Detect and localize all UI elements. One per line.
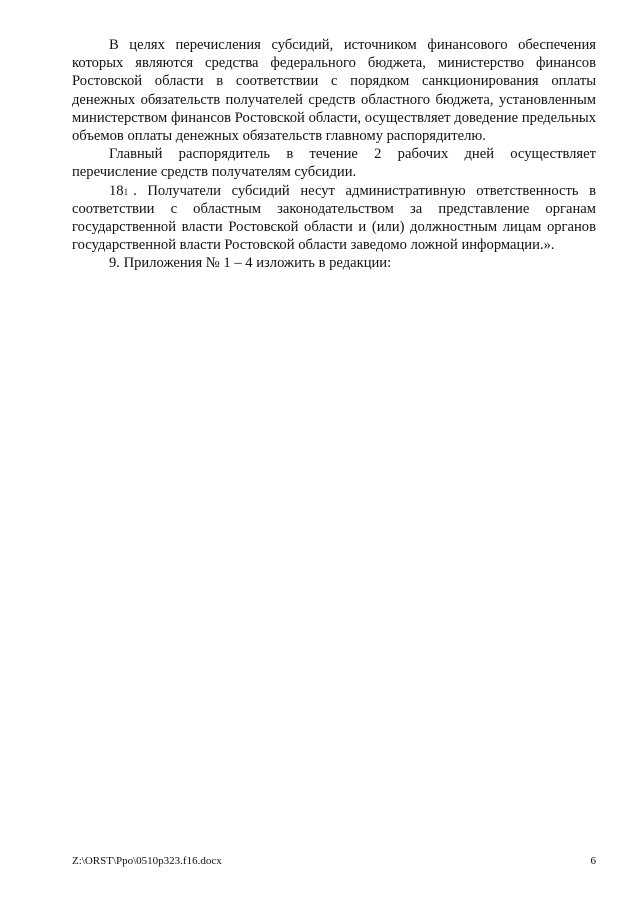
clause-superscript: 1 bbox=[123, 186, 129, 197]
document-body bbox=[72, 36, 596, 273]
paragraph-responsibility bbox=[72, 182, 596, 255]
footer-file-path: Z:\ORST\Ppo\0510p323.f16.docx bbox=[72, 855, 222, 867]
paragraph-subsidy-funding: В целях перечисления субсидий, источником финансового обеспечения которых являются средства федерального бюджета, министерство финансов Ростовской области в соответствии с порядком санкционирования оплаты денежных обязательств получателей средств областного бюджета, установленным министерством финансов Ростовской области, осуществляет доведение предельных объемов оплаты денежных обязательств главному распорядителю. bbox=[72, 37, 596, 145]
clause-text: . Получатели субсидий несут административную ответственность в соответствии с областным законодательством за представление органам государственной власти Ростовской области и (или) должностным лицам органов государственной власти Ростовской области заведомо ложной информации.». bbox=[72, 182, 596, 254]
paragraph-main-distributor: Главный распорядитель в течение 2 рабочих дней осуществляет перечисление средств получателям субсидии. bbox=[72, 146, 596, 181]
clause-number: 18 bbox=[109, 182, 124, 199]
paragraph-appendices: 9. Приложения № 1 – 4 изложить в редакции: bbox=[109, 255, 392, 272]
footer-page-number: 6 bbox=[590, 855, 596, 867]
